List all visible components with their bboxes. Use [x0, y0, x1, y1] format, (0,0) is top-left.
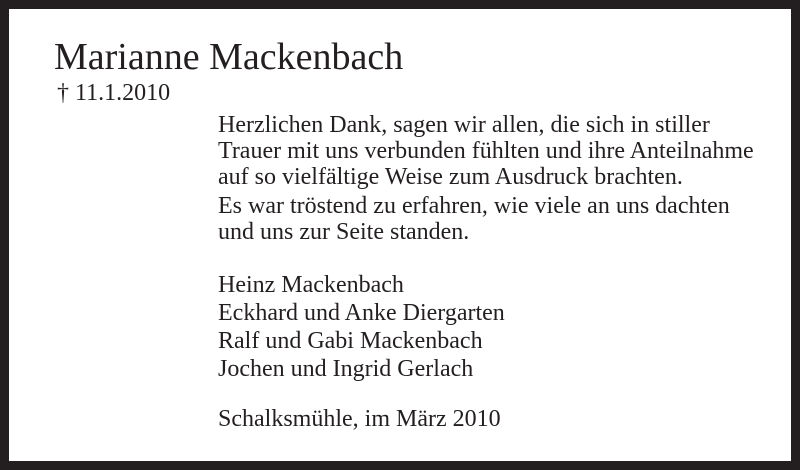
death-date-value: 11.1.2010: [75, 80, 171, 106]
mourner-name: Heinz Mackenbach: [218, 272, 404, 298]
notice-body: [218, 112, 793, 433]
deceased-name: Marianne Mackenbach: [54, 36, 404, 78]
comfort-paragraph: [218, 193, 793, 245]
mourner-name: Ralf und Gabi Mackenbach: [218, 328, 483, 354]
mourner-name: Eckhard und Anke Diergarten: [218, 300, 505, 326]
comfort-line: und uns zur Seite standen.: [218, 219, 470, 245]
death-date: [57, 80, 170, 106]
thanks-line: Herzlichen Dank, sagen wir allen, die sich in stiller: [218, 112, 710, 138]
comfort-line: Es war tröstend zu erfahren, wie viele an uns dachten: [218, 193, 730, 219]
mourner-name: Jochen und Ingrid Gerlach: [218, 356, 474, 382]
place-date-line: Schalksmühle, im März 2010: [218, 406, 501, 432]
mourners-list: [218, 271, 793, 383]
thanks-line: Trauer mit uns verbunden fühlten und ihre Anteilnahme: [218, 138, 754, 164]
thanks-line: auf so vielfältige Weise zum Ausdruck brachten.: [218, 164, 683, 190]
dagger-icon: †: [57, 80, 69, 106]
thanks-paragraph: [218, 112, 793, 190]
